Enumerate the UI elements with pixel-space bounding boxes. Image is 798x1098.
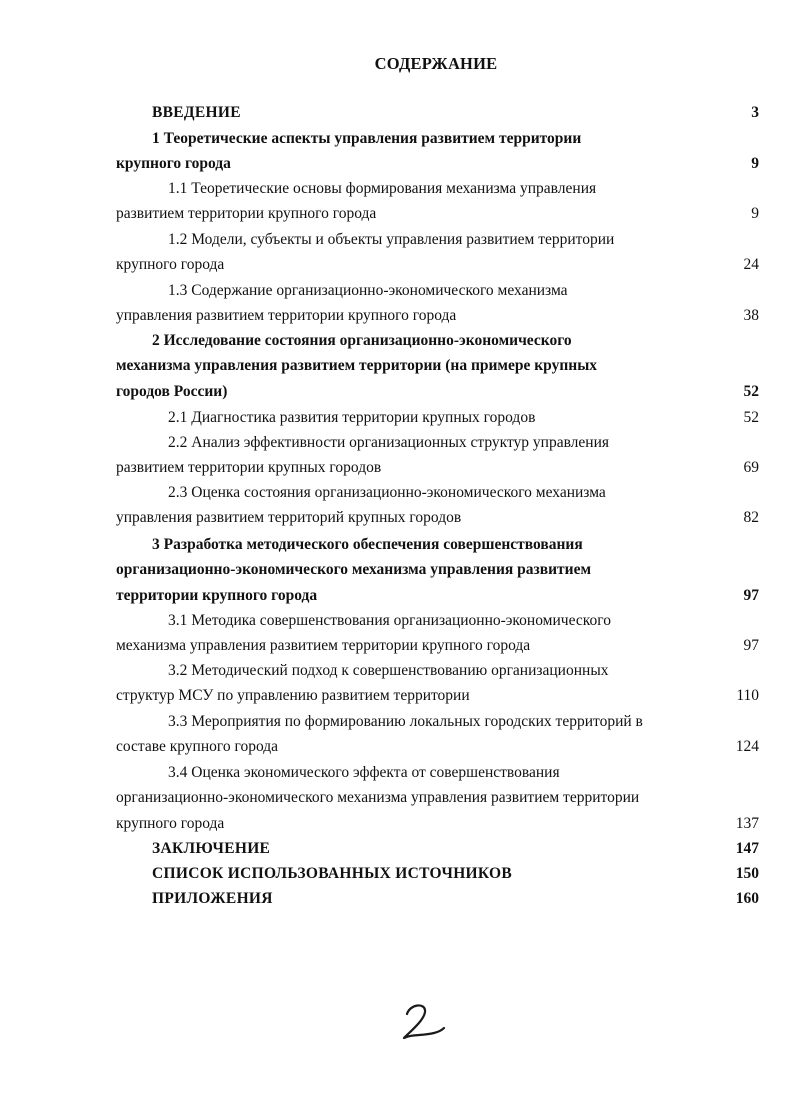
handwritten-page-number xyxy=(398,1000,448,1044)
toc-entry-text: СПИСОК ИСПОЛЬЗОВАННЫХ ИСТОЧНИКОВ xyxy=(152,865,513,882)
toc-page-number: 3 xyxy=(751,104,759,121)
toc-page-number: 9 xyxy=(751,155,759,173)
toc-page-number: 52 xyxy=(743,382,759,400)
toc-line xyxy=(0,507,798,529)
toc-entry-text: 2.1 Диагностика развития территории крупных городов xyxy=(168,409,536,426)
toc-entry-text: 3.4 Оценка экономического эффекта от совершенствования xyxy=(168,764,560,781)
toc-page-number: 147 xyxy=(735,840,759,857)
toc-entry-text: структур МСУ по управлению развитием территории xyxy=(116,687,470,705)
toc-page-number: 97 xyxy=(743,586,759,604)
toc-line xyxy=(0,685,798,707)
toc-entry-text: 2 Исследование состояния организационно-экономического xyxy=(152,332,572,349)
toc-page-number: 124 xyxy=(735,738,759,756)
toc-entry-text: 3.3 Мероприятия по формированию локальных городских территорий в xyxy=(168,713,643,730)
toc-page-number: 52 xyxy=(743,409,759,426)
toc-line xyxy=(0,711,798,733)
toc-entry-text: крупного города xyxy=(116,256,225,274)
toc-line xyxy=(0,635,798,657)
toc-entry-text: крупного города xyxy=(116,155,231,173)
toc-line xyxy=(0,330,798,352)
toc-page-number: 160 xyxy=(735,890,759,907)
page-title: СОДЕРЖАНИЕ xyxy=(374,54,498,73)
toc-line xyxy=(0,305,798,327)
toc-line xyxy=(0,660,798,682)
toc-entry-text: 1 Теоретические аспекты управления развитием территории xyxy=(152,130,582,147)
toc-page-number: 69 xyxy=(743,459,759,477)
toc-entry-text: развитием территории крупных городов xyxy=(116,459,382,477)
toc-entry-text: территории крупного города xyxy=(116,586,318,604)
toc-line xyxy=(0,482,798,504)
toc-entry-text: механизма управления развитием территории крупного города xyxy=(116,637,531,655)
toc-line xyxy=(0,381,798,403)
toc-line xyxy=(0,736,798,758)
toc-line xyxy=(0,128,798,150)
toc-line xyxy=(0,355,798,377)
toc-line xyxy=(0,153,798,175)
toc-line xyxy=(0,407,798,429)
toc-entry-text: 3 Разработка методического обеспечения совершенствования xyxy=(152,536,583,553)
toc-page-number: 24 xyxy=(743,256,759,274)
toc-entry-text: 2.2 Анализ эффективности организационных структур управления xyxy=(168,434,610,451)
toc-line xyxy=(0,888,798,910)
toc-line xyxy=(0,229,798,251)
toc-entry-text: 1.2 Модели, субъекты и объекты управления развитием территории xyxy=(168,231,615,248)
toc-page-number: 137 xyxy=(735,814,759,832)
toc-line xyxy=(0,102,798,124)
toc-entry-text: ВВЕДЕНИЕ xyxy=(152,104,241,121)
toc-line xyxy=(0,762,798,784)
toc-entry-text: ЗАКЛЮЧЕНИЕ xyxy=(152,840,271,857)
toc-line xyxy=(0,178,798,200)
toc-line xyxy=(0,457,798,479)
toc-entry-text: крупного города xyxy=(116,814,225,832)
toc-line xyxy=(0,585,798,607)
toc-line xyxy=(0,534,798,556)
toc-page-number: 9 xyxy=(751,205,759,223)
toc-line xyxy=(0,838,798,860)
toc-entry-text: 3.1 Методика совершенствования организационно-экономического xyxy=(168,612,611,629)
toc-line xyxy=(0,280,798,302)
toc-entry-text: механизма управления развитием территории (на примере крупных xyxy=(116,357,598,375)
toc-page-number: 38 xyxy=(743,307,759,325)
toc-line xyxy=(0,559,798,581)
toc-line xyxy=(0,813,798,835)
toc-entry-text: составе крупного города xyxy=(116,738,279,756)
toc-entry-text: городов России) xyxy=(116,382,228,400)
toc-line xyxy=(0,787,798,809)
toc-entry-text: развитием территории крупного города xyxy=(116,205,377,223)
toc-entry-text: 2.3 Оценка состояния организационно-экономического механизма xyxy=(168,484,606,501)
toc-line xyxy=(0,863,798,885)
toc-entry-text: организационно-экономического механизма управления развитием территории xyxy=(116,789,640,807)
toc-line xyxy=(0,432,798,454)
toc-page-number: 110 xyxy=(736,687,759,705)
toc-page-number: 97 xyxy=(743,637,759,655)
toc-entry-text: 1.1 Теоретические основы формирования механизма управления xyxy=(168,180,597,197)
toc-line xyxy=(0,203,798,225)
toc-entry-text: 3.2 Методический подход к совершенствованию организационных xyxy=(168,662,609,679)
toc-entry-text: 1.3 Содержание организационно-экономического механизма xyxy=(168,282,568,299)
toc-line xyxy=(0,610,798,632)
toc-page-number: 150 xyxy=(735,865,759,882)
toc-entry-text: управления развитием территорий крупных городов xyxy=(116,509,462,527)
toc-page-number: 82 xyxy=(743,509,759,527)
toc-entry-text: управления развитием территории крупного города xyxy=(116,307,457,325)
toc-line xyxy=(0,254,798,276)
toc-entry-text: ПРИЛОЖЕНИЯ xyxy=(152,890,273,907)
toc-entry-text: организационно-экономического механизма управления развитием xyxy=(116,561,592,579)
